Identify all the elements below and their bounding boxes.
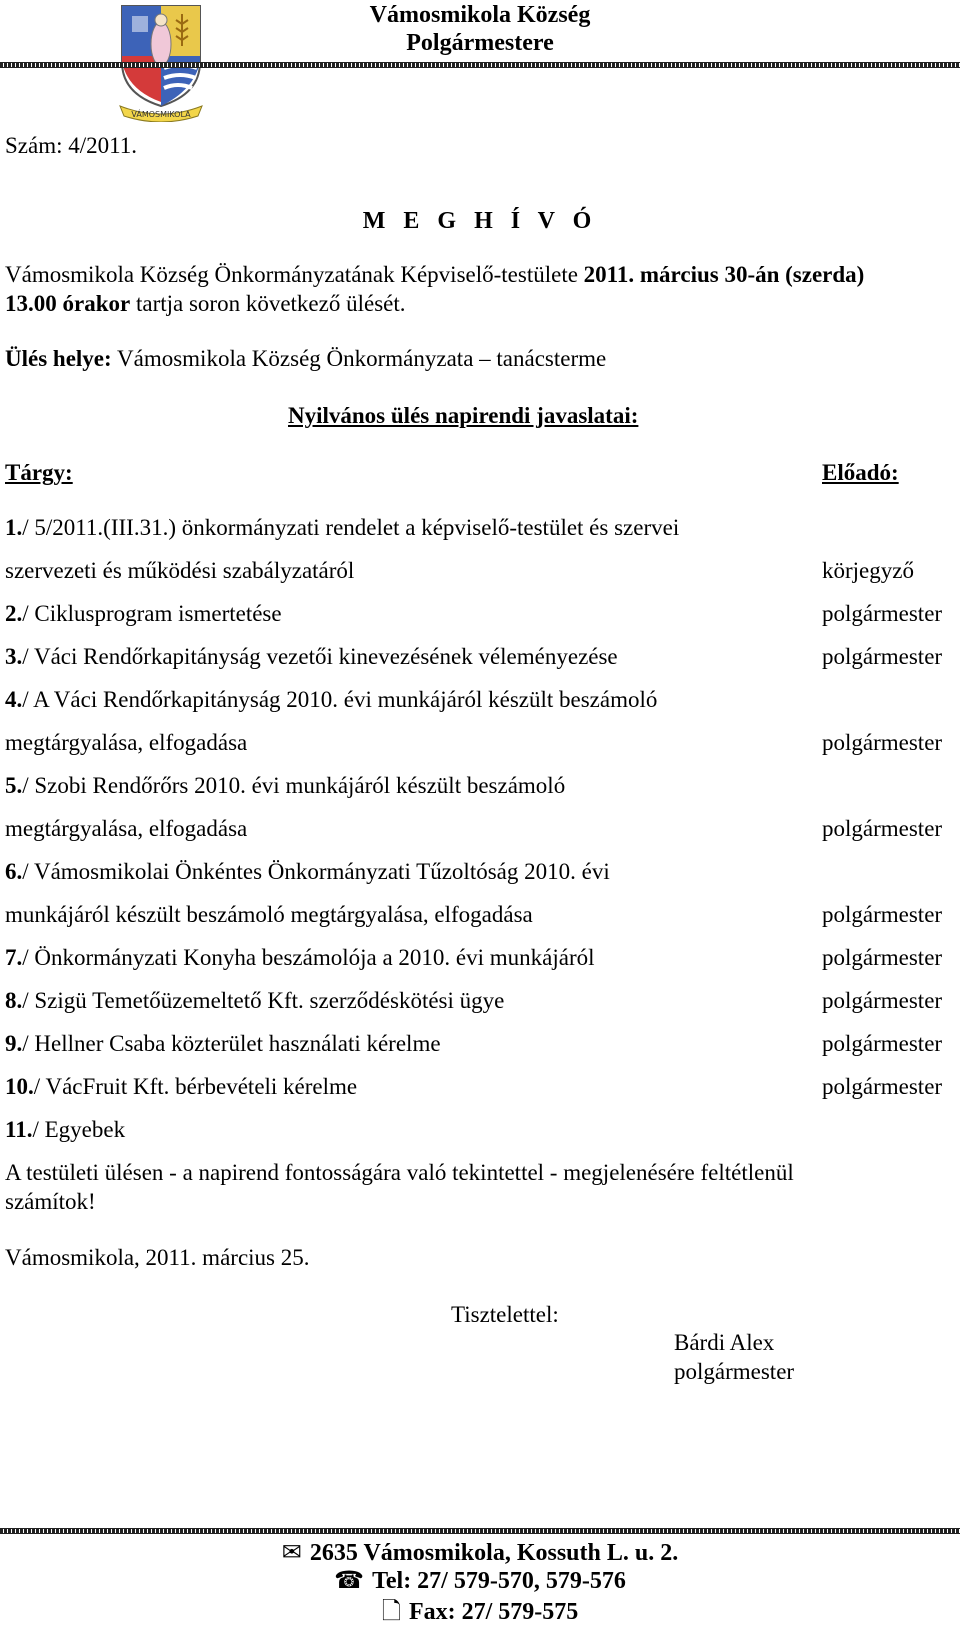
agenda-number: 2. bbox=[5, 601, 23, 626]
agenda-subject: / Hellner Csaba közterület használati kérelme bbox=[22, 1031, 441, 1056]
agenda-presenter: polgármester bbox=[822, 988, 943, 1013]
agenda-item-2 bbox=[5, 601, 955, 631]
agenda-subject: / Ciklusprogram ismertetése bbox=[22, 601, 282, 626]
column-subject-header: Tárgy: bbox=[5, 460, 73, 485]
agenda-item-6-line1 bbox=[5, 859, 955, 889]
agenda-presenter: polgármester bbox=[822, 601, 943, 626]
agenda-item-8 bbox=[5, 988, 955, 1018]
agenda-heading: Nyilvános ülés napirendi javaslatai: bbox=[288, 403, 639, 428]
agenda-number: 5. bbox=[5, 773, 23, 798]
agenda-item-10 bbox=[5, 1074, 955, 1104]
agenda-number: 11. bbox=[5, 1117, 33, 1142]
agenda-item-4-line1 bbox=[5, 687, 955, 717]
agenda-item-1-line1 bbox=[5, 515, 955, 545]
agenda-number: 3. bbox=[5, 644, 23, 669]
agenda-number: 10. bbox=[5, 1074, 34, 1099]
agenda-subject-cont: munkájáról készült beszámoló megtárgyalása, elfogadása bbox=[5, 902, 533, 927]
venue-text: Vámosmikola Község Önkormányzata – tanácsterme bbox=[111, 346, 607, 371]
footer-address-line bbox=[0, 1538, 960, 1567]
agenda-number: 1. bbox=[5, 515, 23, 540]
agenda-item-6-line2 bbox=[5, 902, 955, 932]
agenda-subject: / VácFruit Kft. bérbevételi kérelme bbox=[33, 1074, 358, 1099]
fax-icon: 🗋 bbox=[381, 1599, 401, 1625]
agenda-presenter: polgármester bbox=[822, 945, 943, 970]
org-name-line1: Vámosmikola Község bbox=[369, 2, 591, 28]
venue-line bbox=[5, 346, 606, 372]
agenda-subject-cont: megtárgyalása, elfogadása bbox=[5, 730, 248, 755]
agenda-item-9 bbox=[5, 1031, 955, 1061]
venue-label: Ülés helye: bbox=[5, 346, 112, 371]
agenda-presenter: polgármester bbox=[822, 644, 943, 669]
intro-line-2 bbox=[5, 291, 406, 317]
org-name-line2: Polgármestere bbox=[406, 30, 554, 56]
document-number: Szám: 4/2011. bbox=[5, 133, 138, 158]
agenda-subject-cont: szervezeti és működési szabályzatáról bbox=[5, 558, 355, 583]
closing-line-2: számítok! bbox=[5, 1189, 96, 1214]
footer-divider bbox=[0, 1528, 960, 1534]
intro-line-1 bbox=[5, 262, 864, 288]
signer-name: Bárdi Alex bbox=[674, 1330, 775, 1355]
column-presenter-header: Előadó: bbox=[822, 460, 899, 485]
agenda-subject: / Szobi Rendőrőrs 2010. évi munkájáról készült beszámoló bbox=[22, 773, 566, 798]
agenda-subject-cont: megtárgyalása, elfogadása bbox=[5, 816, 248, 841]
agenda-number: 9. bbox=[5, 1031, 23, 1056]
agenda-presenter: polgármester bbox=[822, 902, 943, 927]
agenda-number: 6. bbox=[5, 859, 23, 884]
agenda-presenter: polgármester bbox=[822, 730, 943, 755]
agenda-item-1-line2 bbox=[5, 558, 955, 588]
meeting-date: 2011. március 30-án (szerda) bbox=[583, 262, 865, 287]
agenda-presenter: polgármester bbox=[822, 1074, 943, 1099]
footer-tel-line bbox=[0, 1566, 960, 1595]
agenda-item-5-line1 bbox=[5, 773, 955, 803]
regards: Tisztelettel: bbox=[451, 1302, 559, 1327]
agenda-subject: / Egyebek bbox=[32, 1117, 126, 1142]
meeting-time: 13.00 órakor bbox=[5, 291, 131, 316]
agenda-item-3 bbox=[5, 644, 955, 674]
agenda-subject: / Váci Rendőrkapitányság vezetői kinevezésének véleményezése bbox=[22, 644, 618, 669]
crest-banner-text: VÁMOSMIKOLA bbox=[131, 110, 191, 119]
intro-text-2: tartja soron következő ülését. bbox=[130, 291, 406, 316]
agenda-subject: / Szigü Temetőüzemeltető Kft. szerződéskötési ügye bbox=[22, 988, 505, 1013]
agenda-number: 8. bbox=[5, 988, 23, 1013]
footer-address: 2635 Vámosmikola, Kossuth L. u. 2. bbox=[309, 1540, 679, 1566]
signer-title: polgármester bbox=[674, 1359, 795, 1384]
agenda-number: 7. bbox=[5, 945, 23, 970]
footer-fax-line bbox=[0, 1594, 960, 1635]
agenda-presenter: körjegyző bbox=[822, 558, 914, 583]
agenda-item-7 bbox=[5, 945, 955, 975]
phone-icon: ☎ bbox=[334, 1568, 365, 1594]
agenda-item-4-line2 bbox=[5, 730, 955, 760]
place-date: Vámosmikola, 2011. március 25. bbox=[5, 1245, 310, 1270]
agenda-item-5-line2 bbox=[5, 816, 955, 846]
document-title: M E G H Í V Ó bbox=[362, 208, 598, 234]
agenda-presenter: polgármester bbox=[822, 816, 943, 841]
envelope-icon: ✉ bbox=[281, 1540, 302, 1566]
agenda-subject: / Vámosmikolai Önkéntes Önkormányzati Tűzoltóság 2010. évi bbox=[22, 859, 610, 884]
footer-tel: Tel: 27/ 579-570, 579-576 bbox=[372, 1568, 626, 1594]
agenda-presenter: polgármester bbox=[822, 1031, 943, 1056]
footer-fax: Fax: 27/ 579-575 bbox=[408, 1599, 579, 1625]
agenda-subject: / 5/2011.(III.31.) önkormányzati rendelet a képviselő-testület és szervei bbox=[22, 515, 680, 540]
agenda-item-11 bbox=[5, 1117, 955, 1147]
intro-text: Vámosmikola Község Önkormányzatának Képviselő-testülete bbox=[5, 262, 584, 287]
header-divider bbox=[0, 62, 960, 68]
agenda-number: 4. bbox=[5, 687, 23, 712]
agenda-subject: / Önkormányzati Konyha beszámolója a 2010. évi munkájáról bbox=[22, 945, 595, 970]
agenda-subject: / A Váci Rendőrkapitányság 2010. évi munkájáról készült beszámoló bbox=[22, 687, 658, 712]
closing-line-1: A testületi ülésen - a napirend fontosságára való tekintettel - megjelenésére feltétlenül bbox=[5, 1160, 794, 1185]
